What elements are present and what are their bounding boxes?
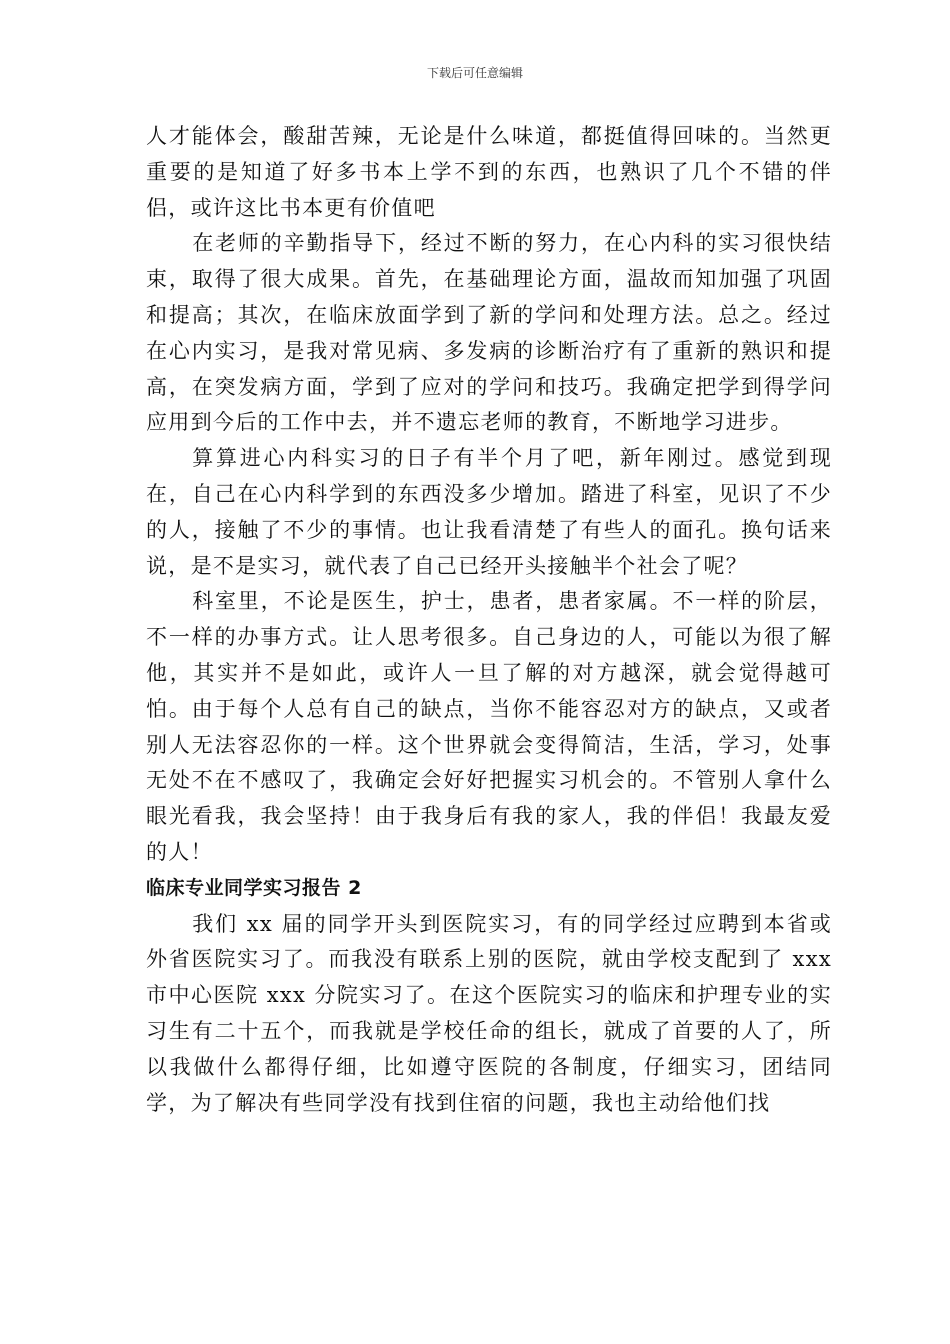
- page-header: 下载后可任意编辑: [426, 66, 523, 80]
- paragraph: 算算进心内科实习的日子有半个月了吧，新年刚过。感觉到现在，自己在心内科学到的东西没多少增加。踏进了科室，见识了不少的人，接触了不少的事情。也让我看清楚了有些人的面孔。换句话来说，是不是实习，就代表了自己已经开头接触半个社会了呢？: [146, 446, 832, 578]
- paragraph: 我们 xx 届的同学开头到医院实习，有的同学经过应聘到本省或外省医院实习了。而我没有联系上别的医院，就由学校支配到了 xxx 市中心医院 xxx 分院实习了。在这个医院实习的临床和护理专业的实习生有二十五个，而我就是学校任命的组长，就成了首要的人了，所以我做什么都得仔细，比如遵守医院的各制度，仔细实习，团结同学，为了解决有些同学没有找到住宿的问题，我也主动给他们找: [146, 911, 832, 1115]
- section-heading: 临床专业同学实习报告 2: [146, 876, 362, 899]
- paragraph: 在老师的辛勤指导下，经过不断的努力，在心内科的实习很快结束，取得了很大成果。首先，在基础理论方面，温故而知加强了巩固和提高；其次，在临床放面学到了新的学问和处理方法。总之。经过在心内实习，是我对常见病、多发病的诊断治疗有了重新的熟识和提高，在突发病方面，学到了应对的学问和技巧。我确定把学到得学问应用到今后的工作中去，并不遗忘老师的教育，不断地学习进步。: [146, 231, 832, 435]
- document-body: [146, 119, 832, 1121]
- paragraph-continuation: 人才能体会，酸甜苦辣，无论是什么味道，都挺值得回味的。当然更重要的是知道了好多书本上学不到的东西，也熟识了几个不错的伴侣，或许这比书本更有价值吧: [146, 124, 832, 220]
- paragraph: 科室里，不论是医生，护士，患者，患者家属。不一样的阶层，不一样的办事方式。让人思考很多。自己身边的人，可能以为很了解他，其实并不是如此，或许人一旦了解的对方越深，就会觉得越可怕。由于每个人总有自己的缺点，当你不能容忍对方的缺点，又或者别人无法容忍你的一样。这个世界就会变得简洁，生活，学习，处事无处不在不感叹了，我确定会好好把握实习机会的。不管别人拿什么眼光看我，我会坚持！由于我身后有我的家人，我的伴侣！我最友爱的人！: [146, 589, 832, 864]
